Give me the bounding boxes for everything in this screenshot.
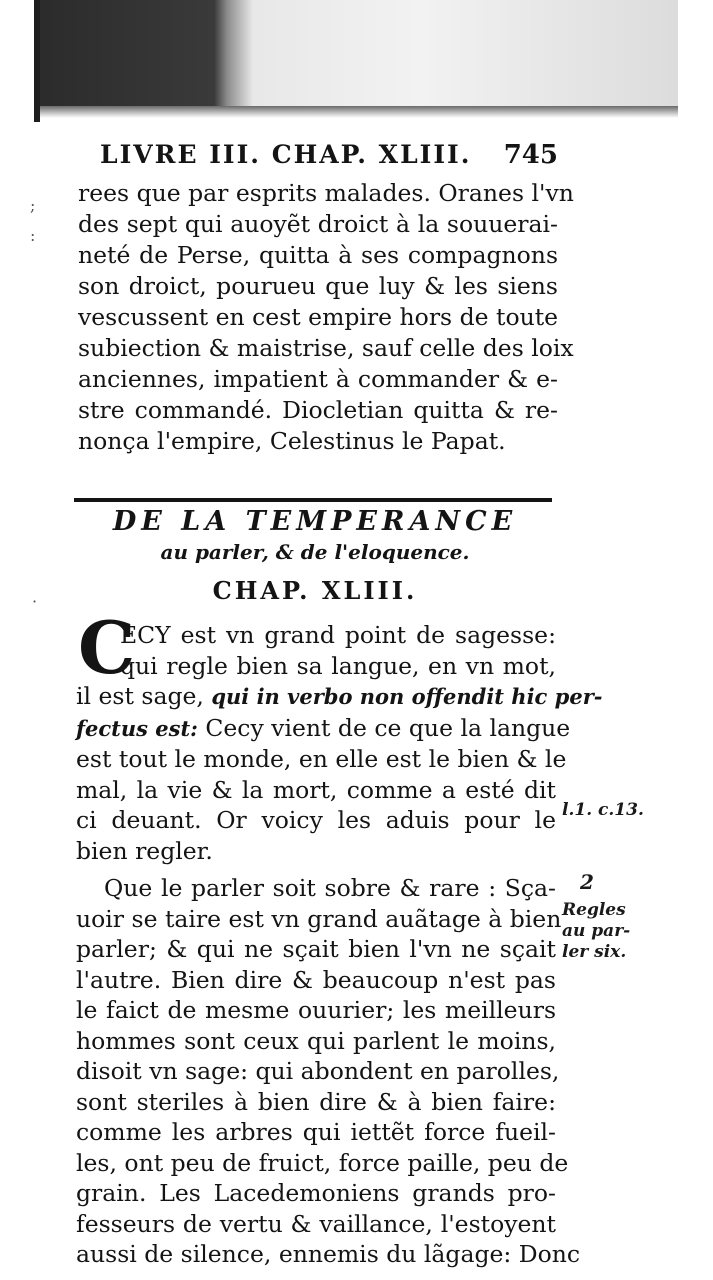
running-head (100, 140, 558, 178)
text-line: ci deuant. Or voicy les aduis pour le (76, 806, 556, 834)
latin-quote: qui in verbo non offendit hic per- (211, 684, 603, 709)
text-line: son droict, pourueu que luy & les siens (78, 272, 558, 300)
text-line: anciennes, impatient à commander & e- (78, 365, 558, 393)
text-span: Cecy vient de ce que la langue (197, 713, 571, 742)
text-line: le faict de mesme ouurier; les meilleurs (76, 996, 556, 1024)
text-line: est tout le monde, en elle est le bien & le (76, 745, 567, 773)
chapter-heading: CHAP. XLIII. (212, 576, 418, 605)
text-line: les, ont peu de fruict, force paille, peu de (76, 1148, 569, 1177)
margin-rule-note (562, 900, 630, 963)
text-line: l'autre. Bien dire & beaucoup n'est pas (76, 965, 556, 994)
text-line: vescussent en cest empire hors de toute (78, 303, 559, 331)
text-line: hommes sont ceux qui parlent le moins, (76, 1026, 556, 1055)
text-line: Que le parler soit sobre & rare : Sça- (104, 874, 556, 902)
previous-chapter-text (78, 178, 574, 457)
margin-speck: · (32, 592, 38, 611)
margin-reference: l.1. c.13. (562, 800, 644, 820)
text-line: neté de Perse, quitta à ses compagnons (78, 241, 558, 269)
latin-quote: fectus est: (76, 715, 198, 741)
text-line: subiection & maistrise, sauf celle des loix (78, 334, 574, 362)
running-head-title: LIVRE III. CHAP. XLIII. (100, 140, 472, 169)
text-line: rees que par esprits malades. Oranes l'vn (78, 179, 574, 207)
chapter-subtitle: au parler, & de l'eloquence. (160, 540, 470, 564)
text-line: sont steriles à bien dire & à bien faire: (76, 1087, 556, 1116)
chapter-title: DE LA TEMPERANCE (112, 506, 518, 537)
text-line (76, 713, 571, 745)
text-line: fesseurs de vertu & vaillance, l'estoyent (76, 1209, 556, 1238)
margin-note-line: Regles (562, 900, 626, 920)
text-line: des sept qui auoyẽt droict à la souuerai- (78, 210, 558, 238)
margin-number: 2 (580, 870, 594, 894)
text-line: parler; & qui ne sçait bien l'vn ne sçait (76, 935, 556, 963)
drop-cap: C (78, 605, 136, 690)
section-rule (74, 498, 552, 502)
paragraph-two (76, 873, 581, 1270)
text-line (76, 681, 603, 713)
page-number: 745 (503, 140, 558, 170)
text-line: grain. Les Lacedemoniens grands pro- (76, 1179, 556, 1207)
text-line: uoir se taire est vn grand auãtage à bien (76, 904, 562, 933)
book-page (78, 140, 574, 457)
margin-note-line: ler six. (562, 942, 627, 962)
text-span: il est sage, (76, 682, 212, 710)
text-line: mal, la vie & la mort, comme a esté dit (76, 775, 556, 804)
scanner-edge (34, 0, 40, 122)
scanner-shadow (34, 0, 678, 110)
margin-speck: ; (30, 196, 36, 215)
margin-speck: : (30, 226, 36, 245)
margin-note-line: au par- (562, 921, 631, 941)
text-line: aussi de silence, ennemis du lãgage: Donc (76, 1240, 581, 1268)
text-line: bien regler. (76, 836, 213, 865)
text-line: qui regle bien sa langue, en vn mot, (120, 651, 556, 680)
text-line: nonça l'empire, Celestinus le Papat. (78, 427, 506, 455)
text-line: disoit vn sage: qui abondent en parolles, (76, 1057, 560, 1085)
text-line: ECY est vn grand point de sagesse: (120, 621, 556, 649)
text-line: comme les arbres qui iettẽt force fueil- (76, 1118, 556, 1146)
text-line: stre commandé. Diocletian quitta & re- (78, 396, 558, 424)
